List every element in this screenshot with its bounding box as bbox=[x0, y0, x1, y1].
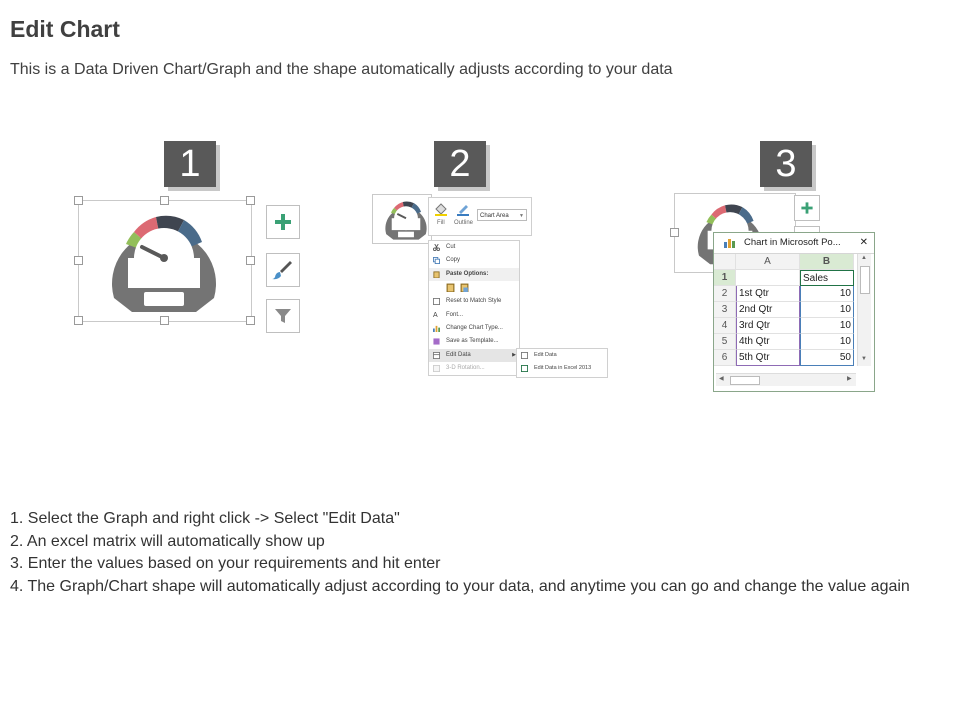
resize-handle[interactable] bbox=[246, 196, 255, 205]
rotation-icon bbox=[433, 365, 440, 372]
scissors-icon bbox=[433, 244, 440, 251]
row-header[interactable]: 5 bbox=[714, 334, 736, 350]
step-badge-3: 3 bbox=[760, 141, 812, 187]
table-cell[interactable]: 3rd Qtr bbox=[736, 318, 800, 334]
scroll-left-icon[interactable]: ◀ bbox=[719, 376, 724, 382]
scroll-down-icon[interactable]: ▼ bbox=[861, 356, 867, 362]
scrollbar-thumb[interactable] bbox=[730, 376, 760, 385]
menu-section-paste-options bbox=[429, 268, 519, 281]
paste-icon bbox=[433, 271, 440, 278]
menu-item-reset-style[interactable] bbox=[429, 295, 519, 308]
paste-picture-icon[interactable] bbox=[460, 283, 469, 292]
instructions bbox=[10, 508, 940, 598]
mini-toolbar bbox=[428, 197, 532, 236]
column-header-a[interactable]: A bbox=[736, 254, 800, 270]
table-cell[interactable]: 5th Qtr bbox=[736, 350, 800, 366]
chart-icon bbox=[724, 238, 736, 248]
step-badge-2: 2 bbox=[434, 141, 486, 187]
table-cell-selected[interactable]: Sales bbox=[800, 270, 854, 286]
resize-handle[interactable] bbox=[246, 316, 255, 325]
resize-handle[interactable] bbox=[74, 316, 83, 325]
paste-keep-icon[interactable] bbox=[446, 283, 455, 292]
menu-item-font[interactable] bbox=[429, 309, 519, 322]
font-icon: A bbox=[433, 311, 438, 319]
table-cell[interactable]: 4th Qtr bbox=[736, 334, 800, 350]
resize-handle[interactable] bbox=[246, 256, 255, 265]
chevron-right-icon: ▶ bbox=[512, 351, 516, 358]
excel-icon bbox=[521, 365, 528, 372]
row-header[interactable]: 6 bbox=[714, 350, 736, 366]
menu-item-copy-label: Copy bbox=[446, 257, 461, 264]
table-cell[interactable]: 50 bbox=[800, 350, 854, 366]
row-header[interactable]: 4 bbox=[714, 318, 736, 334]
excel-window-title: Chart in Microsoft Po... bbox=[744, 237, 841, 248]
copy-icon bbox=[433, 257, 440, 264]
scrollbar-thumb[interactable] bbox=[860, 266, 870, 294]
context-menu bbox=[428, 240, 520, 376]
gauge-pivot bbox=[160, 254, 168, 262]
edit-data-icon bbox=[433, 352, 440, 359]
table-cell[interactable]: 10 bbox=[800, 334, 854, 350]
excel-data-window bbox=[713, 232, 875, 392]
menu-item-cut[interactable] bbox=[429, 241, 519, 254]
step-badge-1: 1 bbox=[164, 141, 216, 187]
reset-style-icon bbox=[433, 298, 440, 305]
instruction-step-2: 2. An excel matrix will automatically show up bbox=[10, 532, 325, 550]
chevron-down-icon: ▼ bbox=[519, 213, 524, 219]
row-header[interactable]: 2 bbox=[714, 286, 736, 302]
resize-handle[interactable] bbox=[74, 256, 83, 265]
close-icon[interactable]: ✕ bbox=[859, 237, 868, 248]
menu-item-reset-label: Reset to Match Style bbox=[446, 298, 502, 305]
instruction-step-1: 1. Select the Graph and right click -> Select "Edit Data" bbox=[10, 510, 400, 527]
chart-type-icon bbox=[433, 325, 440, 332]
scroll-right-icon[interactable]: ▶ bbox=[847, 376, 852, 382]
speedometer-chart[interactable] bbox=[104, 202, 224, 318]
menu-item-save-template[interactable] bbox=[429, 335, 519, 348]
menu-item-edit-data-label: Edit Data bbox=[446, 351, 471, 358]
scroll-up-icon[interactable]: ▲ bbox=[861, 255, 867, 261]
chart-elements-plus-icon[interactable] bbox=[266, 205, 300, 239]
excel-title-bar bbox=[714, 233, 874, 254]
column-header-b[interactable]: B bbox=[800, 254, 854, 270]
gauge-label-box bbox=[144, 292, 184, 306]
table-cell[interactable] bbox=[736, 270, 800, 286]
menu-item-change-type-label: Change Chart Type... bbox=[446, 324, 503, 331]
menu-item-save-template-label: Save as Template... bbox=[446, 338, 499, 345]
row-header[interactable]: 3 bbox=[714, 302, 736, 318]
save-template-icon bbox=[433, 338, 440, 345]
table-cell[interactable]: 1st Qtr bbox=[736, 286, 800, 302]
page-subtitle: This is a Data Driven Chart/Graph and the shape automatically adjusts according to your data bbox=[10, 61, 673, 78]
menu-item-edit-data[interactable] bbox=[429, 349, 519, 362]
submenu-item-edit-in-excel[interactable] bbox=[517, 362, 607, 375]
resize-handle[interactable] bbox=[670, 228, 679, 237]
horizontal-scrollbar[interactable] bbox=[716, 373, 856, 386]
page-title: Edit Chart bbox=[10, 16, 120, 42]
outline-pen-icon[interactable] bbox=[456, 202, 470, 216]
edit-data-icon bbox=[521, 352, 528, 359]
speedometer-chart-small[interactable] bbox=[380, 196, 432, 242]
menu-item-cut-label: Cut bbox=[446, 244, 456, 250]
fill-bucket-icon[interactable] bbox=[434, 202, 448, 216]
menu-item-change-chart-type[interactable] bbox=[429, 322, 519, 335]
menu-item-3d-rotation bbox=[429, 362, 519, 375]
vertical-scrollbar[interactable] bbox=[857, 254, 871, 366]
instruction-step-3: 3. Enter the values based on your requirements and hit enter bbox=[10, 555, 441, 572]
submenu-item-edit-data[interactable] bbox=[517, 349, 607, 362]
menu-item-copy[interactable] bbox=[429, 254, 519, 267]
chart-area-select[interactable] bbox=[477, 209, 527, 221]
table-cell[interactable]: 10 bbox=[800, 286, 854, 302]
outline-label: Outline bbox=[454, 220, 474, 226]
table-cell[interactable]: 10 bbox=[800, 318, 854, 334]
corner-cell bbox=[714, 254, 736, 270]
menu-paste-options-label: Paste Options: bbox=[446, 270, 489, 277]
menu-item-rotation-label: 3-D Rotation... bbox=[446, 365, 485, 372]
fill-label: Fill bbox=[437, 220, 445, 226]
chart-filters-funnel-icon[interactable] bbox=[266, 299, 300, 333]
chart-styles-brush-icon[interactable] bbox=[266, 253, 300, 287]
menu-item-font-label: Font... bbox=[446, 311, 464, 318]
instruction-step-4: 4. The Graph/Chart shape will automatically adjust according to your data, and anytime you can go and change the value again bbox=[10, 577, 910, 595]
submenu-edit-data-label: Edit Data bbox=[534, 352, 557, 358]
chart-area-select-value: Chart Area bbox=[480, 213, 509, 219]
resize-handle[interactable] bbox=[74, 196, 83, 205]
table-cell[interactable]: 10 bbox=[800, 302, 854, 318]
row-header[interactable]: 1 bbox=[714, 270, 736, 286]
edit-data-submenu bbox=[516, 348, 608, 378]
table-cell[interactable]: 2nd Qtr bbox=[736, 302, 800, 318]
paste-option-buttons bbox=[429, 281, 519, 295]
chart-elements-plus-icon[interactable] bbox=[794, 195, 820, 221]
submenu-edit-in-excel-label: Edit Data in Excel 2013 bbox=[534, 365, 592, 371]
